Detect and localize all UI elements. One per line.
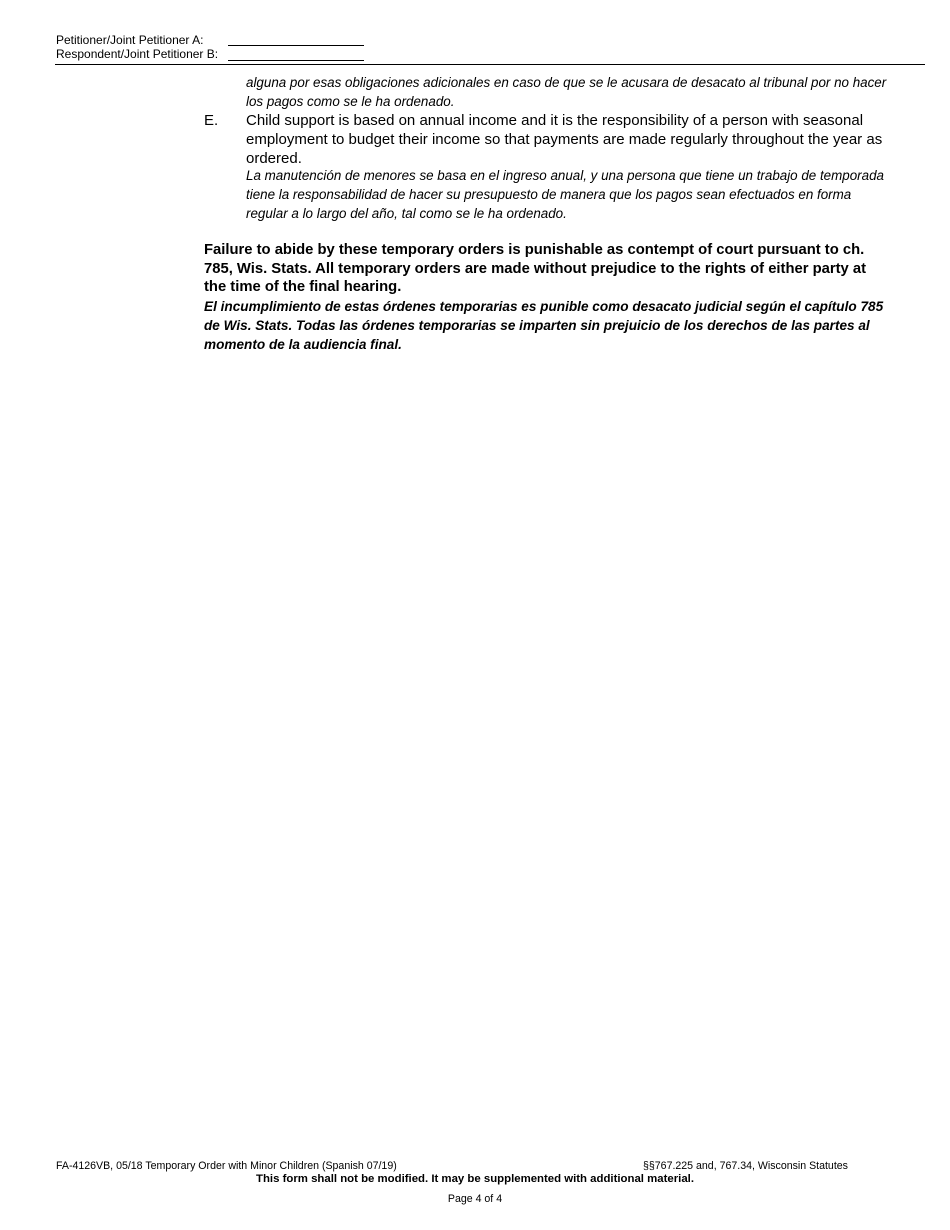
header-rule (55, 64, 925, 65)
page-number: Page 4 of 4 (447, 1193, 503, 1205)
warning-spanish-text: El incumplimiento de estas órdenes temporarias es punible como desacato judicial según el capítulo 785 de Wis. Stats. Todas las órdenes temporarias se imparten sin prejuicio de los derechos de las partes al momento de la audiencia final. (204, 299, 884, 352)
continued-spanish-text: alguna por esas obligaciones adicionales en caso de que se le acusara de desacato al tribunal por no hacer los pagos como se le ha ordenado. (246, 75, 887, 109)
item-e-letter: E. (204, 112, 219, 129)
form-id: FA-4126VB, 05/18 Temporary Order with Minor Children (Spanish 07/19) (56, 1160, 397, 1172)
respondent-name-field[interactable] (228, 60, 364, 61)
respondent-label: Respondent/Joint Petitioner B: (56, 47, 219, 61)
item-e-spanish-text: La manutención de menores se basa en el ingreso anual, y una persona que tiene un trabajo de temporada tiene la responsabilidad de hacer su presupuesto de manera que los pagos sean efectuados en forma regular a lo largo del año, tal como se le ha ordenado. (246, 168, 884, 221)
statutes-reference: §§767.225 and, 767.34, Wisconsin Statutes (643, 1160, 848, 1172)
modification-notice: This form shall not be modified. It may be supplemented with additional material. (256, 1173, 694, 1185)
item-e-english-text: Child support is based on annual income and it is the responsibility of a person with seasonal employment to budget their income so that payments are made regularly throughout the year as ordered. (246, 112, 883, 167)
warning-english-text: Failure to abide by these temporary orders is punishable as contempt of court pursuant to ch. 785, Wis. Stats. All temporary orders are made without prejudice to the rights of either party at the time of the final hearing. (204, 242, 867, 295)
petitioner-label: Petitioner/Joint Petitioner A: (56, 33, 204, 47)
petitioner-name-field[interactable] (228, 45, 364, 46)
